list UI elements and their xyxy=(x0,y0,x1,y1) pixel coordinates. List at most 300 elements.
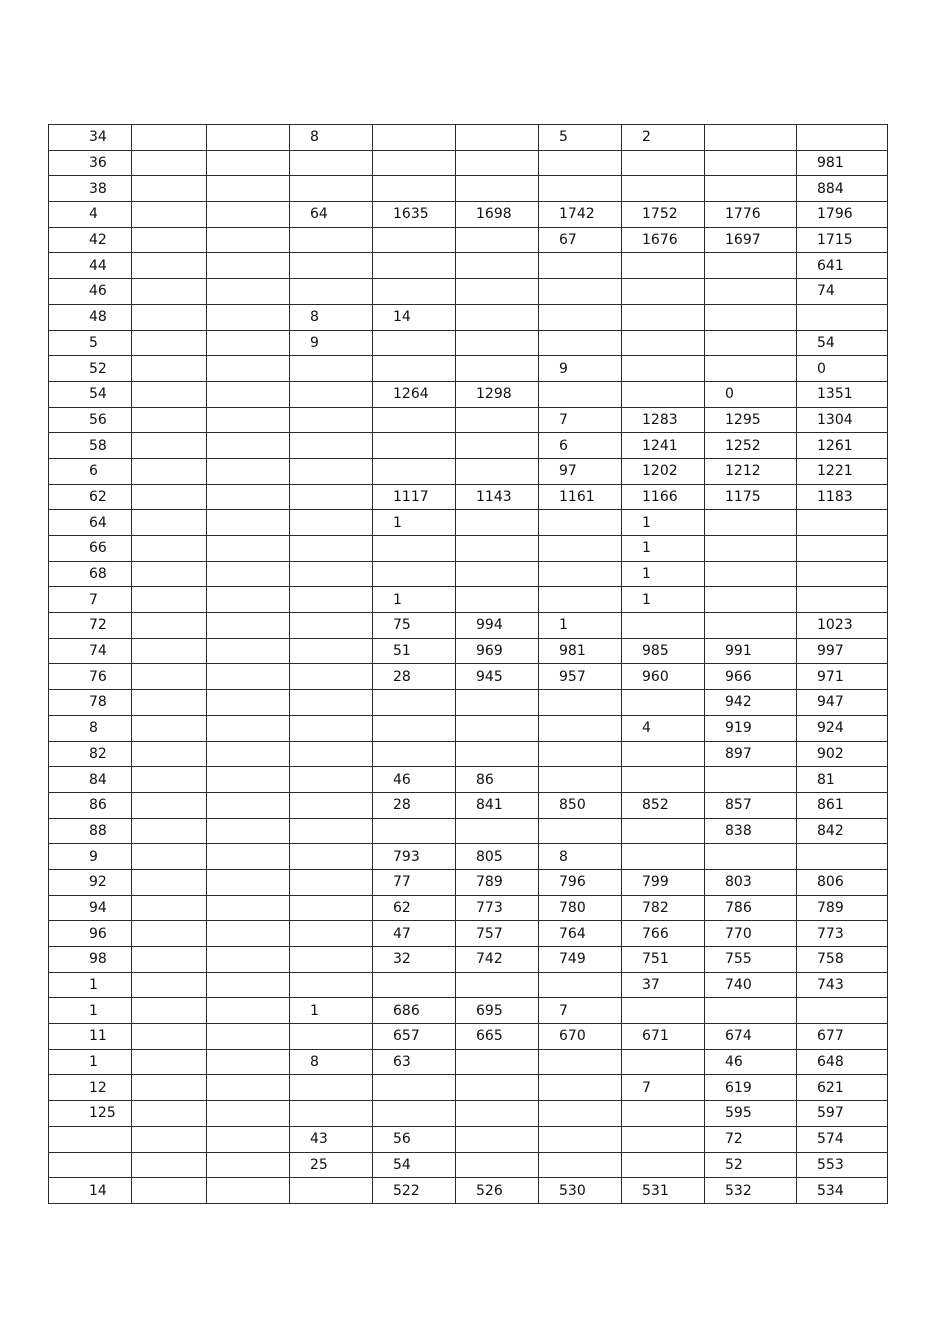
table-cell: 1 xyxy=(622,587,705,613)
table-cell: 78 xyxy=(49,690,132,716)
table-row xyxy=(49,1152,888,1178)
table-cell xyxy=(290,638,373,664)
table-cell xyxy=(290,921,373,947)
table-cell xyxy=(132,304,207,330)
table-cell xyxy=(290,715,373,741)
table-cell: 766 xyxy=(622,921,705,947)
table-cell xyxy=(207,125,290,151)
table-cell xyxy=(539,510,622,536)
table-cell: 1 xyxy=(622,536,705,562)
table-cell: 1264 xyxy=(373,381,456,407)
table-cell xyxy=(132,381,207,407)
table-row xyxy=(49,1024,888,1050)
table-row xyxy=(49,664,888,690)
table-cell xyxy=(705,613,797,639)
table-cell: 46 xyxy=(705,1049,797,1075)
table-cell xyxy=(705,253,797,279)
table-cell: 7 xyxy=(49,587,132,613)
table-cell: 619 xyxy=(705,1075,797,1101)
table-cell xyxy=(539,741,622,767)
table-row xyxy=(49,1101,888,1127)
table-cell xyxy=(539,690,622,716)
table-cell: 919 xyxy=(705,715,797,741)
table-cell xyxy=(207,664,290,690)
table-cell xyxy=(797,536,888,562)
table-cell xyxy=(622,381,705,407)
table-cell xyxy=(539,150,622,176)
table-cell: 773 xyxy=(456,895,539,921)
table-row xyxy=(49,561,888,587)
table-cell: 1776 xyxy=(705,202,797,228)
table-cell xyxy=(207,253,290,279)
table-cell xyxy=(207,998,290,1024)
table-row xyxy=(49,253,888,279)
table-cell xyxy=(132,510,207,536)
table-cell xyxy=(207,304,290,330)
table-cell: 621 xyxy=(797,1075,888,1101)
table-cell: 6 xyxy=(49,458,132,484)
table-cell: 12 xyxy=(49,1075,132,1101)
table-cell xyxy=(132,638,207,664)
table-row xyxy=(49,869,888,895)
table-cell xyxy=(539,818,622,844)
table-cell: 77 xyxy=(373,869,456,895)
table-row xyxy=(49,356,888,382)
table-cell xyxy=(132,715,207,741)
table-cell: 957 xyxy=(539,664,622,690)
table-cell: 531 xyxy=(622,1178,705,1204)
table-cell xyxy=(539,381,622,407)
table-cell xyxy=(207,844,290,870)
table-row xyxy=(49,433,888,459)
table-cell xyxy=(132,1075,207,1101)
table-cell: 796 xyxy=(539,869,622,895)
table-body xyxy=(49,125,888,1204)
table-cell xyxy=(456,330,539,356)
table-cell xyxy=(132,458,207,484)
table-cell: 530 xyxy=(539,1178,622,1204)
table-cell xyxy=(622,1126,705,1152)
table-cell: 1 xyxy=(622,510,705,536)
table-cell xyxy=(132,972,207,998)
table-cell: 1698 xyxy=(456,202,539,228)
table-cell: 47 xyxy=(373,921,456,947)
table-cell: 780 xyxy=(539,895,622,921)
table-cell: 7 xyxy=(622,1075,705,1101)
table-row xyxy=(49,227,888,253)
table-cell xyxy=(207,792,290,818)
table-cell xyxy=(290,741,373,767)
table-cell: 46 xyxy=(373,767,456,793)
table-cell xyxy=(456,1126,539,1152)
table-cell: 92 xyxy=(49,869,132,895)
table-cell: 786 xyxy=(705,895,797,921)
table-cell xyxy=(622,1049,705,1075)
table-row xyxy=(49,407,888,433)
table-cell: 94 xyxy=(49,895,132,921)
table-cell: 969 xyxy=(456,638,539,664)
table-cell xyxy=(456,407,539,433)
table-cell: 56 xyxy=(373,1126,456,1152)
table-cell xyxy=(132,1126,207,1152)
table-cell xyxy=(705,587,797,613)
table-cell: 806 xyxy=(797,869,888,895)
table-cell xyxy=(290,381,373,407)
table-cell xyxy=(290,227,373,253)
table-cell xyxy=(539,176,622,202)
table-cell: 63 xyxy=(373,1049,456,1075)
table-cell: 749 xyxy=(539,947,622,973)
table-cell: 5 xyxy=(539,125,622,151)
table-cell xyxy=(132,202,207,228)
table-cell xyxy=(132,844,207,870)
table-cell: 1 xyxy=(373,510,456,536)
table-row xyxy=(49,125,888,151)
table-cell: 1715 xyxy=(797,227,888,253)
table-cell: 793 xyxy=(373,844,456,870)
table-cell: 1298 xyxy=(456,381,539,407)
table-cell xyxy=(290,613,373,639)
table-cell: 755 xyxy=(705,947,797,973)
table-cell xyxy=(207,356,290,382)
table-cell: 1742 xyxy=(539,202,622,228)
table-cell: 25 xyxy=(290,1152,373,1178)
table-cell xyxy=(797,844,888,870)
table-cell: 1697 xyxy=(705,227,797,253)
table-cell xyxy=(207,1178,290,1204)
table-cell: 34 xyxy=(49,125,132,151)
table-cell: 841 xyxy=(456,792,539,818)
table-cell: 1221 xyxy=(797,458,888,484)
table-cell xyxy=(539,304,622,330)
table-cell xyxy=(622,844,705,870)
table-cell: 924 xyxy=(797,715,888,741)
table-cell xyxy=(290,458,373,484)
table-cell xyxy=(207,202,290,228)
table-cell xyxy=(373,407,456,433)
table-cell: 838 xyxy=(705,818,797,844)
table-cell xyxy=(705,561,797,587)
table-row xyxy=(49,638,888,664)
table-cell xyxy=(797,587,888,613)
table-cell: 28 xyxy=(373,664,456,690)
table-cell xyxy=(49,1126,132,1152)
table-cell xyxy=(290,253,373,279)
table-cell: 76 xyxy=(49,664,132,690)
table-cell: 1 xyxy=(49,1049,132,1075)
table-cell xyxy=(622,253,705,279)
table-cell: 641 xyxy=(797,253,888,279)
table-cell: 1212 xyxy=(705,458,797,484)
table-cell xyxy=(49,1152,132,1178)
table-cell xyxy=(207,227,290,253)
table-cell: 96 xyxy=(49,921,132,947)
table-cell: 861 xyxy=(797,792,888,818)
table-cell: 991 xyxy=(705,638,797,664)
table-cell: 36 xyxy=(49,150,132,176)
table-row xyxy=(49,998,888,1024)
table-cell xyxy=(456,510,539,536)
table-cell: 56 xyxy=(49,407,132,433)
table-cell xyxy=(373,1101,456,1127)
table-row xyxy=(49,484,888,510)
table-cell: 782 xyxy=(622,895,705,921)
table-cell xyxy=(207,1049,290,1075)
table-cell xyxy=(290,895,373,921)
table-cell xyxy=(132,613,207,639)
table-cell: 1252 xyxy=(705,433,797,459)
table-cell xyxy=(132,561,207,587)
table-cell xyxy=(456,818,539,844)
table-cell xyxy=(456,458,539,484)
table-cell xyxy=(456,1049,539,1075)
table-cell: 1 xyxy=(539,613,622,639)
table-row xyxy=(49,381,888,407)
table-cell: 1 xyxy=(373,587,456,613)
table-cell: 75 xyxy=(373,613,456,639)
table-cell xyxy=(373,818,456,844)
table-row xyxy=(49,690,888,716)
table-cell xyxy=(132,998,207,1024)
table-cell xyxy=(290,690,373,716)
table-cell xyxy=(132,356,207,382)
table-cell: 805 xyxy=(456,844,539,870)
table-cell: 671 xyxy=(622,1024,705,1050)
table-cell xyxy=(456,253,539,279)
table-cell xyxy=(132,921,207,947)
table-cell: 62 xyxy=(373,895,456,921)
table-cell: 6 xyxy=(539,433,622,459)
table-cell: 751 xyxy=(622,947,705,973)
table-cell xyxy=(373,972,456,998)
table-row xyxy=(49,330,888,356)
table-cell xyxy=(132,664,207,690)
table-cell xyxy=(797,304,888,330)
table-cell xyxy=(207,1101,290,1127)
table-cell xyxy=(705,767,797,793)
table-cell: 98 xyxy=(49,947,132,973)
table-row xyxy=(49,895,888,921)
table-cell xyxy=(456,1152,539,1178)
table-cell: 857 xyxy=(705,792,797,818)
table-cell xyxy=(539,972,622,998)
table-cell xyxy=(373,433,456,459)
table-cell xyxy=(207,767,290,793)
table-cell: 803 xyxy=(705,869,797,895)
table-cell xyxy=(207,638,290,664)
table-cell: 743 xyxy=(797,972,888,998)
table-cell xyxy=(456,536,539,562)
table-cell xyxy=(207,1024,290,1050)
table-cell xyxy=(290,664,373,690)
table-cell xyxy=(705,330,797,356)
table-cell xyxy=(373,279,456,305)
table-cell xyxy=(290,176,373,202)
table-cell xyxy=(705,125,797,151)
table-cell: 1351 xyxy=(797,381,888,407)
table-cell: 850 xyxy=(539,792,622,818)
table-cell: 1161 xyxy=(539,484,622,510)
table-cell: 11 xyxy=(49,1024,132,1050)
table-cell: 994 xyxy=(456,613,539,639)
table-cell xyxy=(373,356,456,382)
table-cell xyxy=(456,972,539,998)
table-cell xyxy=(132,150,207,176)
table-cell: 526 xyxy=(456,1178,539,1204)
table-cell: 764 xyxy=(539,921,622,947)
table-cell xyxy=(456,433,539,459)
table-row xyxy=(49,587,888,613)
table-cell: 522 xyxy=(373,1178,456,1204)
table-cell: 32 xyxy=(373,947,456,973)
table-cell: 72 xyxy=(705,1126,797,1152)
table-cell: 38 xyxy=(49,176,132,202)
table-row xyxy=(49,202,888,228)
table-cell xyxy=(290,1075,373,1101)
table-cell: 686 xyxy=(373,998,456,1024)
table-cell: 648 xyxy=(797,1049,888,1075)
table-cell xyxy=(207,458,290,484)
table-row xyxy=(49,921,888,947)
table-cell: 1 xyxy=(622,561,705,587)
table-cell: 677 xyxy=(797,1024,888,1050)
table-cell: 1166 xyxy=(622,484,705,510)
table-cell: 740 xyxy=(705,972,797,998)
table-cell: 125 xyxy=(49,1101,132,1127)
table-cell: 68 xyxy=(49,561,132,587)
table-row xyxy=(49,972,888,998)
table-cell: 54 xyxy=(373,1152,456,1178)
table-cell: 1635 xyxy=(373,202,456,228)
table-cell xyxy=(456,587,539,613)
table-cell: 1261 xyxy=(797,433,888,459)
table-cell: 670 xyxy=(539,1024,622,1050)
table-cell xyxy=(207,407,290,433)
table-cell: 1752 xyxy=(622,202,705,228)
table-cell xyxy=(132,741,207,767)
table-cell xyxy=(456,561,539,587)
table-cell xyxy=(373,330,456,356)
table-cell: 595 xyxy=(705,1101,797,1127)
table-cell xyxy=(290,279,373,305)
table-cell: 574 xyxy=(797,1126,888,1152)
table-cell xyxy=(705,998,797,1024)
table-cell xyxy=(132,895,207,921)
table-cell xyxy=(207,176,290,202)
table-cell: 960 xyxy=(622,664,705,690)
table-cell xyxy=(290,792,373,818)
table-cell xyxy=(373,458,456,484)
table-cell xyxy=(622,998,705,1024)
table-cell: 51 xyxy=(373,638,456,664)
table-cell xyxy=(797,561,888,587)
table-cell xyxy=(290,818,373,844)
table-cell xyxy=(132,1101,207,1127)
table-cell xyxy=(207,279,290,305)
table-cell xyxy=(622,330,705,356)
table-cell xyxy=(207,921,290,947)
table-cell xyxy=(539,767,622,793)
table-cell xyxy=(207,690,290,716)
table-cell xyxy=(622,741,705,767)
table-cell xyxy=(207,587,290,613)
table-row xyxy=(49,844,888,870)
table-cell: 757 xyxy=(456,921,539,947)
table-cell: 1304 xyxy=(797,407,888,433)
table-cell: 58 xyxy=(49,433,132,459)
table-cell xyxy=(797,510,888,536)
table-cell xyxy=(373,125,456,151)
table-cell xyxy=(373,1075,456,1101)
table-cell xyxy=(132,1049,207,1075)
table-cell xyxy=(207,561,290,587)
table-cell xyxy=(622,279,705,305)
table-cell: 0 xyxy=(797,356,888,382)
table-cell xyxy=(132,433,207,459)
table-cell xyxy=(132,818,207,844)
table-cell: 1143 xyxy=(456,484,539,510)
table-cell: 1 xyxy=(290,998,373,1024)
table-cell: 9 xyxy=(290,330,373,356)
table-row xyxy=(49,176,888,202)
table-cell xyxy=(290,1024,373,1050)
table-cell xyxy=(539,1152,622,1178)
table-cell xyxy=(132,767,207,793)
table-cell xyxy=(539,1101,622,1127)
table-cell: 14 xyxy=(373,304,456,330)
table-row xyxy=(49,1178,888,1204)
table-cell: 1023 xyxy=(797,613,888,639)
table-cell xyxy=(207,433,290,459)
table-cell xyxy=(290,1178,373,1204)
table-cell xyxy=(456,227,539,253)
table-cell xyxy=(705,356,797,382)
table-cell xyxy=(132,125,207,151)
table-cell xyxy=(373,536,456,562)
table-cell: 695 xyxy=(456,998,539,1024)
table-cell xyxy=(539,536,622,562)
table-cell: 72 xyxy=(49,613,132,639)
table-row xyxy=(49,792,888,818)
table-cell xyxy=(290,1101,373,1127)
table-cell: 4 xyxy=(622,715,705,741)
table-cell xyxy=(539,1126,622,1152)
table-cell: 842 xyxy=(797,818,888,844)
table-cell xyxy=(132,253,207,279)
table-cell: 67 xyxy=(539,227,622,253)
table-cell xyxy=(705,536,797,562)
table-cell xyxy=(290,947,373,973)
table-cell xyxy=(456,741,539,767)
table-cell xyxy=(132,176,207,202)
table-cell xyxy=(207,947,290,973)
table-cell xyxy=(290,972,373,998)
table-cell xyxy=(207,613,290,639)
table-cell xyxy=(290,587,373,613)
table-cell xyxy=(539,587,622,613)
table-cell xyxy=(290,869,373,895)
table-cell: 902 xyxy=(797,741,888,767)
table-cell xyxy=(456,356,539,382)
table-row xyxy=(49,1049,888,1075)
table-cell: 54 xyxy=(49,381,132,407)
table-cell: 43 xyxy=(290,1126,373,1152)
table-cell: 1175 xyxy=(705,484,797,510)
table-row xyxy=(49,613,888,639)
table-cell: 54 xyxy=(797,330,888,356)
table-cell xyxy=(539,1075,622,1101)
table-cell xyxy=(622,818,705,844)
